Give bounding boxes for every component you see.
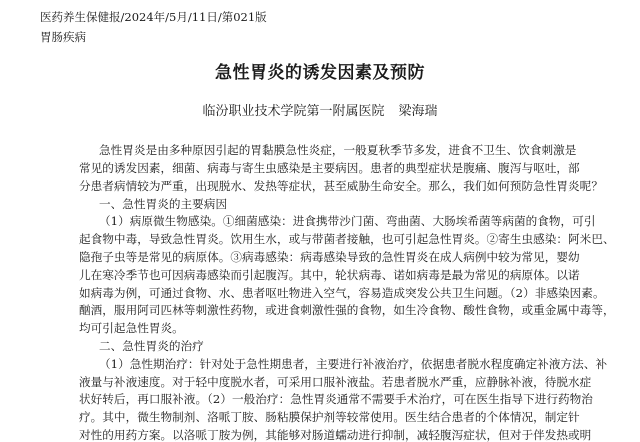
paragraph-line: 对性的用药方案。以洛哌丁胺为例，其能够对肠道蠕动进行抑制，减轻腹泻症状，但对于伴发热或明 bbox=[79, 428, 592, 442]
paragraph-line: 疗。其中，微生物制剂、洛哌丁胺、肠粘膜保护剂等较常使用。医生结合患者的个体情况，制定针 bbox=[79, 410, 580, 424]
paragraph-line: 酗酒，服用阿司匹林等刺激性药物，或进食刺激性强的食物，如生冷食物、酸性食物，或重金属中毒等， bbox=[79, 303, 615, 317]
paragraph-line: 急性胃炎是由多种原因引起的胃黏膜急性炎症，一般夏秋季节多发，进食不卫生、饮食刺激是 bbox=[99, 143, 577, 157]
paragraph-line: （1）急性期治疗：针对处于急性期患者，主要进行补液治疗，依据患者脱水程度确定补液方法、补 bbox=[99, 357, 608, 371]
section-heading: 一、急性胃炎的主要病因 bbox=[99, 197, 228, 211]
paragraph-line: 均可引起急性胃炎。 bbox=[79, 321, 184, 335]
section-label: 胃肠疾病 bbox=[40, 30, 86, 44]
paragraph-line: 如病毒为例，可通过食物、水、患者呕吐物进入空气，容易造成突发公共卫生问题。（2）非感染因素。 bbox=[79, 286, 605, 300]
byline bbox=[0, 103, 640, 120]
paragraph-line: 常见的诱发因素，细菌、病毒与寄生虫感染是主要病因。患者的典型症状是腹痛、腹泻与呕吐，部 bbox=[79, 161, 580, 175]
author-affiliation: 临汾职业技术学院第一附属医院 bbox=[202, 104, 385, 119]
paragraph-line: （1）病原微生物感染。①细菌感染：进食携带沙门菌、弯曲菌、大肠埃希菌等病菌的食物，可引 bbox=[99, 214, 596, 228]
paragraph-line: 起食物中毒，导致急性胃炎。饮用生水，或与带菌者接触，也可引起急性胃炎。②寄生虫感染：阿米巴、 bbox=[79, 232, 615, 246]
section-heading: 二、急性胃炎的治疗 bbox=[99, 339, 204, 353]
paragraph-line: 状好转后，再口服补液。（2）一般治疗：急性胃炎通常不需要手术治疗，可在医生指导下进行药物治 bbox=[79, 392, 593, 406]
author-name: 梁海瑞 bbox=[398, 104, 438, 119]
paragraph-line: 儿在寒冷季节也可因病毒感染而引起腹泻。其中，轮状病毒、诺如病毒是最为常见的病原体。以诺 bbox=[79, 268, 580, 282]
newspaper-source: 医药养生保健报/2024年/5月/11日/第021版 bbox=[40, 10, 267, 24]
paragraph-line: 分患者病情较为严重，出现脱水、发热等症状，甚至威胁生命安全。那么，我们如何预防急性胃炎呢？ bbox=[79, 179, 603, 193]
paragraph-line: 隐孢子虫等是常见的病原体。③病毒感染：病毒感染导致的急性胃炎在成人病例中较为常见，婴幼 bbox=[79, 250, 580, 264]
paragraph-line: 液量与补液速度。对于轻中度脱水者，可采用口服补液盐。若患者脱水严重，应静脉补液，待脱水症 bbox=[79, 375, 592, 389]
article-title: 急性胃炎的诱发因素及预防 bbox=[215, 63, 425, 83]
